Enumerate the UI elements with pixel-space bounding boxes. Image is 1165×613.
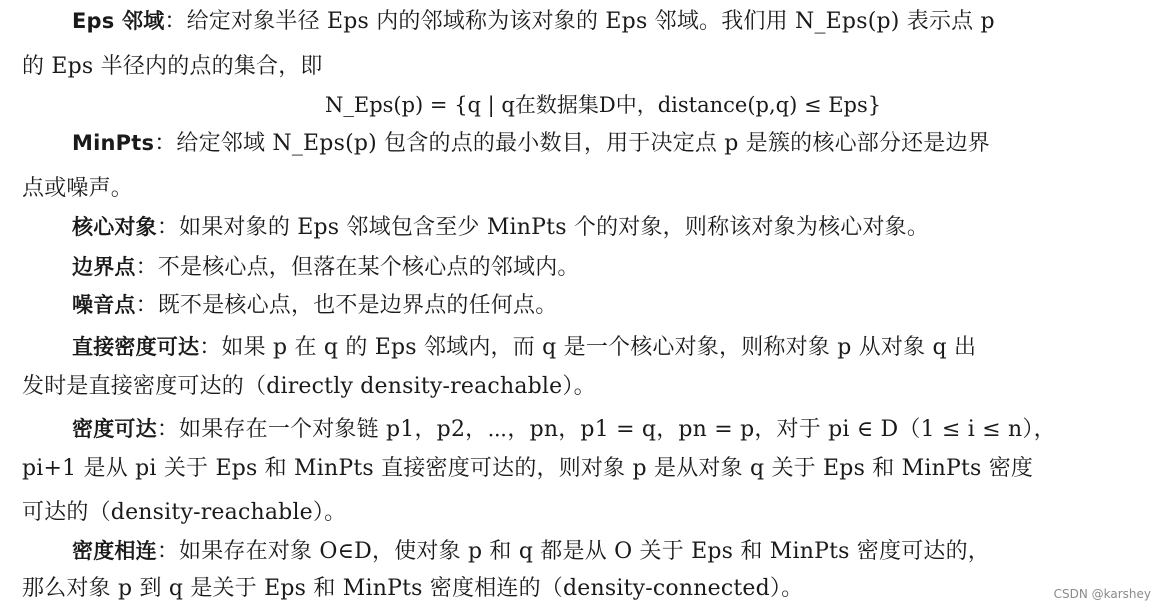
- minpts-line-2: 点或噪声。: [22, 176, 134, 201]
- eps-neighborhood-line-1: [72, 6, 1143, 37]
- equation-n-eps: N_Eps(p) = {q | q在数据集D中，distance(p,q) ≤ Eps}: [325, 93, 882, 117]
- minpts-line-1: [72, 128, 1143, 159]
- definition-text: ：如果存在对象 O∈D，使对象 p 和 q 都是从 O 关于 Eps 和 MinPts 密度可达的，: [156, 539, 990, 564]
- definition-text: ：如果对象的 Eps 邻域包含至少 MinPts 个的对象，则称该对象为核心对象。: [156, 215, 930, 240]
- term-core-object: 核心对象: [72, 215, 157, 239]
- definition-text: ：既不是核心点，也不是边界点的任何点。: [135, 293, 558, 318]
- directly-density-reachable-line-1: [72, 332, 1143, 363]
- noise-point-line: [72, 290, 1143, 321]
- border-point-line: [72, 252, 1143, 283]
- density-reachable-line-3: 可达的（density-reachable）。: [22, 500, 347, 525]
- density-connected-line-2: 那么对象 p 到 q 是关于 Eps 和 MinPts 密度相连的（density-connected）。: [22, 576, 804, 601]
- definition-text: ：如果 p 在 q 的 Eps 邻域内，而 q 是一个核心对象，则称对象 p 从对象 q 出: [199, 335, 977, 360]
- watermark: CSDN @karshey: [1053, 587, 1151, 601]
- definition-text: ：给定邻域 N_Eps(p) 包含的点的最小数目，用于决定点 p 是簇的核心部分还是边界: [154, 131, 990, 156]
- term-noise-point: 噪音点: [72, 293, 136, 317]
- density-reachable-line-2: pi+1 是从 pi 关于 Eps 和 MinPts 直接密度可达的，则对象 p 是从对象 q 关于 Eps 和 MinPts 密度: [22, 456, 1034, 481]
- term-density-reachable: 密度可达: [72, 417, 157, 441]
- density-connected-line-1: [72, 536, 1143, 567]
- term-density-connected: 密度相连: [72, 539, 157, 563]
- term-border-point: 边界点: [72, 255, 136, 279]
- core-object-line: [72, 212, 1143, 243]
- term-eps-neighborhood: Eps 邻域: [72, 9, 165, 33]
- density-reachable-line-1: [72, 414, 1143, 445]
- definition-text: ：如果存在一个对象链 p1，p2，⋯，pn，p1 = q，pn = p，对于 pi ∈ D（1 ≤ i ≤ n），: [156, 417, 1056, 442]
- directly-density-reachable-line-2: 发时是直接密度可达的（directly density-reachable）。: [22, 374, 596, 399]
- eps-neighborhood-line-2: 的 Eps 半径内的点的集合，即: [22, 54, 323, 79]
- term-directly-density-reachable: 直接密度可达: [72, 335, 200, 359]
- term-minpts: MinPts: [72, 131, 155, 155]
- definition-text: ：不是核心点，但落在某个核心点的邻域内。: [135, 255, 580, 280]
- definition-text: ：给定对象半径 Eps 内的邻域称为该对象的 Eps 邻域。我们用 N_Eps(p) 表示点 p: [164, 9, 995, 34]
